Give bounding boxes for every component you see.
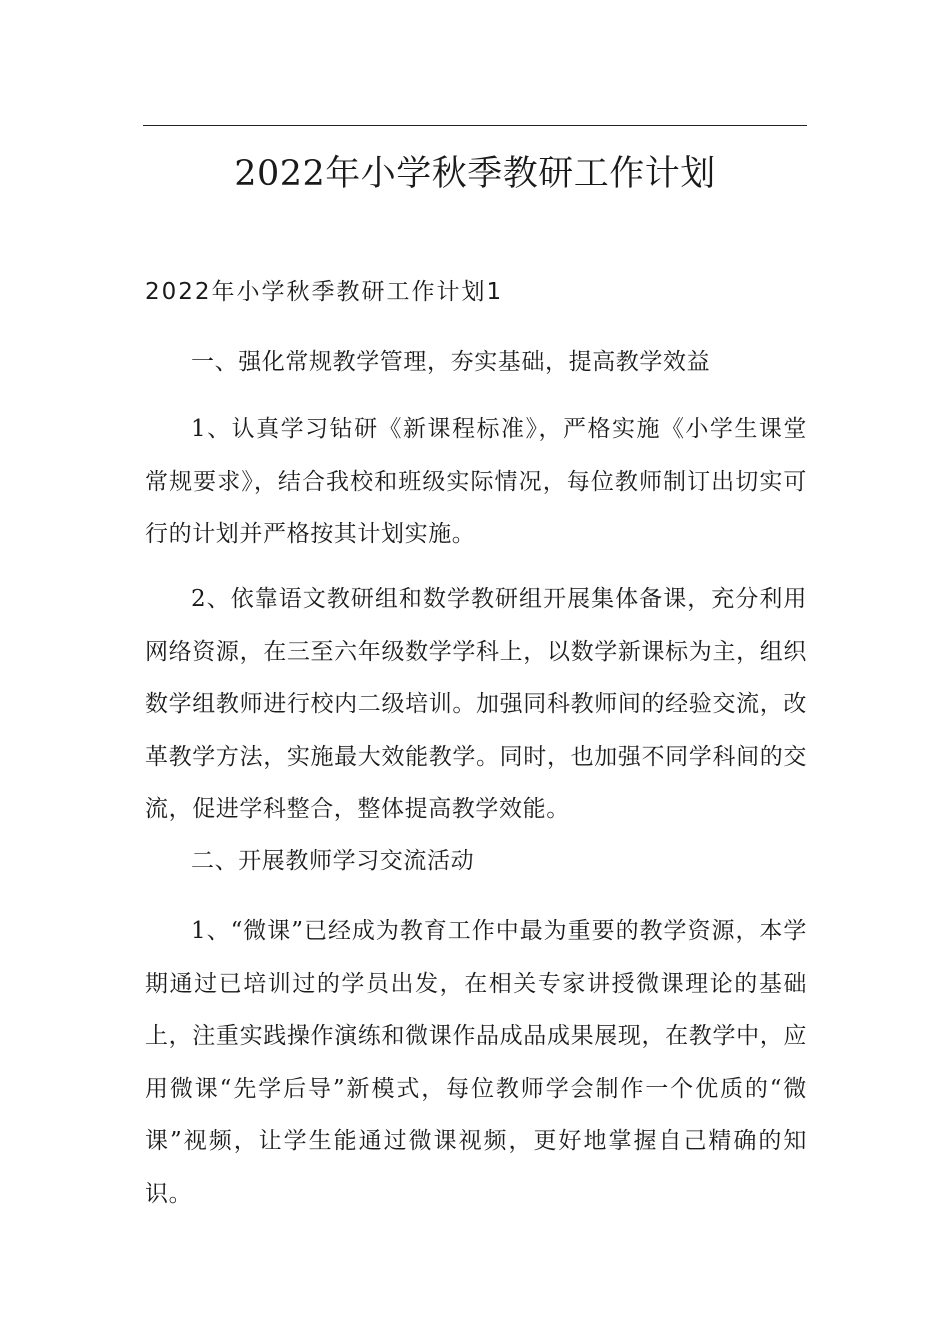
- paragraph-3: 1、“微课”已经成为教育工作中最为重要的教学资源，本学期通过已培训过的学员出发，在相关专家讲授微课理论的基础上，注重实践操作演练和微课作品成品成果展现，在教学中，应用微课“先学后导”新模式，每位教师学会制作一个优质的“微课”视频，让学生能通过微课视频，更好地掌握自己精确的知识。: [145, 918, 807, 1207]
- section-heading: 2022年小学秋季教研工作计划1: [145, 279, 504, 305]
- document-title: 2022年小学秋季教研工作计划: [234, 154, 716, 194]
- header-rule: [143, 125, 807, 126]
- heading-item-1: 一、强化常规教学管理，夯实基础，提高教学效益: [191, 349, 711, 375]
- paragraph-2: 2、依靠语文教研组和数学教研组开展集体备课，充分利用网络资源，在三至六年级数学学科上，以数学新课标为主，组织数学组教师进行校内二级培训。加强同科教师间的经验交流，改革教学方法，实施最大效能教学。同时，也加强不同学科间的交流，促进学科整合，整体提高教学效能。: [145, 586, 807, 822]
- paragraph-1: 1、认真学习钻研《新课程标准》，严格实施《小学生课堂常规要求》，结合我校和班级实际情况，每位教师制订出切实可行的计划并严格按其计划实施。: [145, 416, 807, 547]
- heading-item-2: 二、开展教师学习交流活动: [191, 848, 475, 874]
